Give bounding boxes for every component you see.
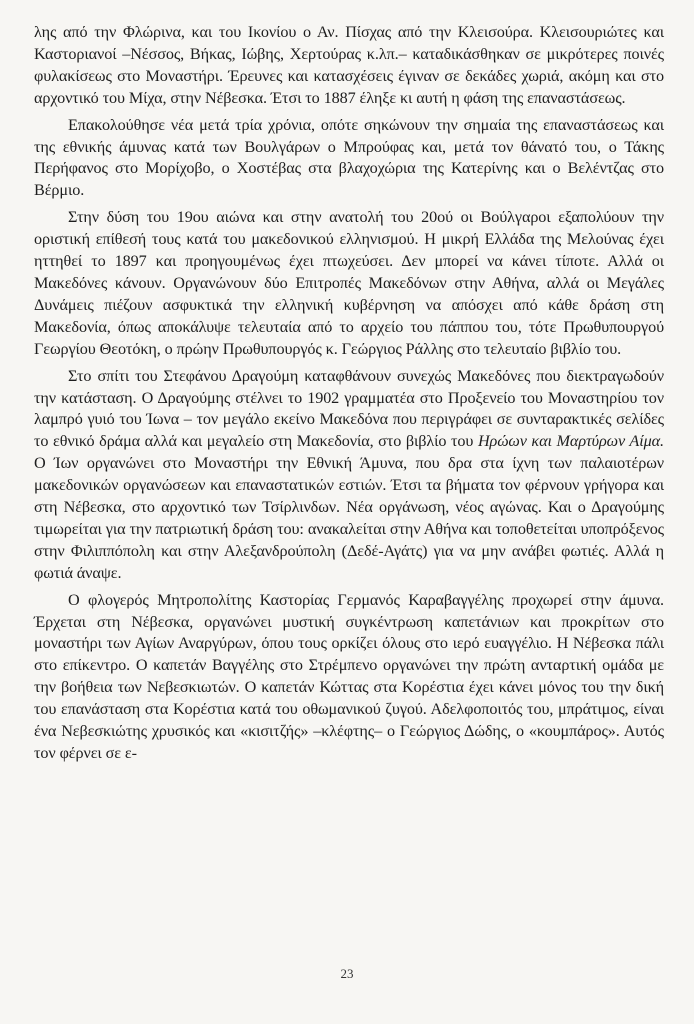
paragraph-4 bbox=[34, 366, 664, 585]
paragraph-4-text-after: Ο Ίων οργανώνει στο Μοναστήρι την Εθνική Άμυνα, που δρα στα ίχνη των παλαιοτέρων μακεδονικών οργανώσεων και επαναστατικών εστιών. Έτσι τα βήματα τον φέρνουν γρήγορα και στη Νέβεσκα, στο αρχοντικό των Τσίρλινδων. Νέα οργάνωση, νέος αγώνας. Και ο Δραγούμης τιμωρείται για την πατριωτική δράση του: ανακαλείται στην Αθήνα και τοποθετείται υποπρόξενος στην Φιλιππόπολη και στην Αλεξανδρούπολη (Δεδέ-Αγάτς) για να μην ανάβει φωτιές. Αλλά η φωτιά άναψε. bbox=[34, 454, 664, 582]
page-number: 23 bbox=[340, 966, 354, 981]
paragraph-2: Επακολούθησε νέα μετά τρία χρόνια, οπότε σηκώνουν την σημαία της επαναστάσεως και της εθνικής άμυνας κατά των Βουλγάρων ο Μπρούφας και, μετά τον θάνατό του, ο Τάκης Περήφανος στο Μορίχοβο, ο Χοστέβας στα βλαχοχώρια της Κατερίνης και ο Βελέντζας στο Βέρμιο. bbox=[34, 115, 664, 200]
paragraph-3: Στην δύση του 19ου αιώνα και στην ανατολή του 20ού οι Βούλγαροι εξαπολύουν την οριστική επίθεσή τους κατά του μακεδονικού ελληνισμού. Η μικρή Ελλάδα της Μελούνας έχει ηττηθεί το 1897 και προηγουμένως έχει πτωχεύσει. Δεν μπορεί να κάνει τίποτε. Αλλά οι Μακεδόνες κάνουν. Οργανώνουν δύο Επιτροπές Μακεδόνων στην Αθήνα, αλλά οι Μεγάλες Δυνάμεις πιέζουν ασφυκτικά την ελληνική κυβέρνηση να απόσχει από κάθε δράση στη Μακεδονία, όπως αποκάλυψε τελευταία από το αρχείο του πάππου του, τότε Πρωθυπουργού Γεωργίου Θεοτόκη, ο πρώην Πρωθυπουργός κ. Γεώργιος Ράλλης στο τελευταίο βιβλίο του. bbox=[34, 208, 664, 358]
paragraph-5: Ο φλογερός Μητροπολίτης Καστορίας Γερμανός Καραβαγγέλης προχωρεί στην άμυνα. Έρχεται στη Νέβεσκα, οργανώνει μυστική συγκέντρωση καπετάνιων και προκρίτων στο μοναστήρι των Αγίων Αναργύρων, όπου τους ορκίζει όλους στο ιερό ευαγγέλιο. Η Νέβεσκα πάλι στο επίκεντρο. Ο καπετάν Βαγγέλης στο Στρέμπενο οργανώνει την πρώτη ανταρτική ομάδα με την βοήθεια των Νεβεσκιωτών. Ο καπετάν Κώττας στα Κορέστια έχει κάνει μόνος του την δική του επανάσταση στα Κορέστια κατά του οθωμανικού ζυγού. Αδελφοποιτός του, μπράτιμος, είναι ένα Νεβεσκιώτης χρυσικός και «κισιτζής» –κλέφτης– ο Γεώργιος Δώδης, ο «κουμπάρος». Αυτός τον φέρνει σε ε- bbox=[34, 590, 664, 762]
book-title-italic: Ηρώων και Μαρτύρων Αίμα. bbox=[477, 432, 664, 451]
paragraph-1: λης από την Φλώρινα, και του Ικονίου ο Αν. Πίσχας από την Κλεισούρα. Κλεισουριώτες και Καστοριανοί –Νέσσος, Βήκας, Ιώβης, Χερτούρας κ.λπ.– καταδικάσθηκαν σε μικρότερες ποινές φυλακίσεως στο Μοναστήρι. Έρευνες και κατασχέσεις έγιναν σε δεκάδες χωριά, ακόμη και στο αρχοντικό του Μίχα, στην Νέβεσκα. Έτσι το 1887 έληξε κι αυτή η φάση της επαναστάσεως. bbox=[34, 23, 664, 107]
paragraph-4-text-before: Στο σπίτι του Στεφάνου Δραγούμη καταφθάνουν συνεχώς Μακεδόνες που διεκτραγωδούν την κατάσταση. Ο Δραγούμης στέλνει το 1902 γραμματέα στο Προξενείο του Μοναστηρίου τον λαμπρό γυιό του Ίωνα – τον μεγάλο εκείνο Μακεδόνα που περιγράφει σε συνταρακτικές σελίδες το εθνικό δράμα αλλά και μεγαλείο στη Μακεδονία, στο βιβλίο του bbox=[34, 366, 664, 451]
body-text bbox=[34, 22, 664, 765]
